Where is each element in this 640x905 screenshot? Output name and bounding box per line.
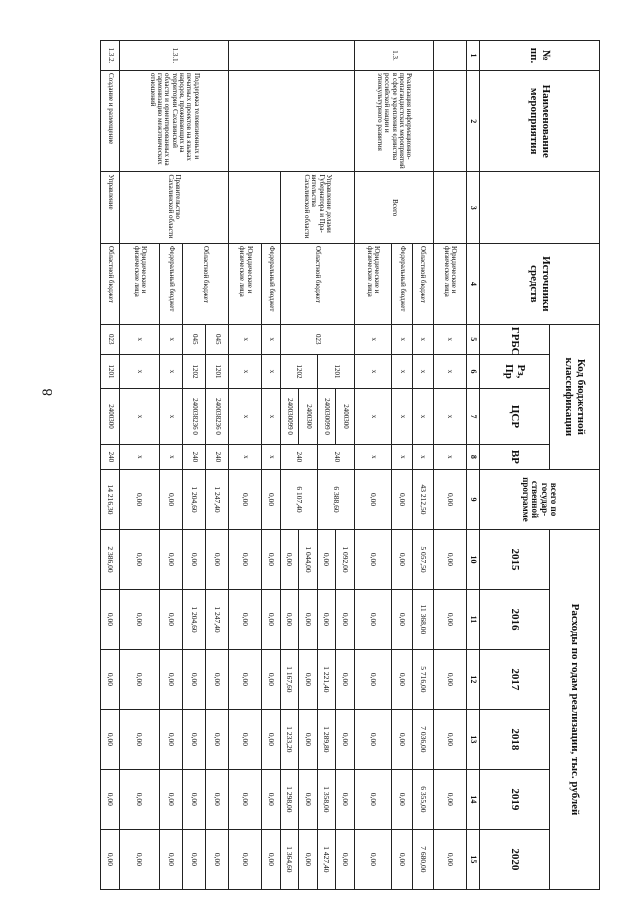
cell-vr: 240 — [280, 444, 317, 469]
cell-value: 0,00 — [391, 649, 412, 709]
cell-csr: 2400300 — [101, 389, 120, 444]
cell-value: 0,00 — [336, 829, 355, 889]
col-number: 1 — [466, 41, 479, 71]
col-number: 2 — [466, 70, 479, 172]
cell-value: 0,00 — [280, 589, 299, 649]
cell-value: 0,00 — [206, 769, 229, 829]
cell-executor: Управление — [101, 172, 120, 244]
cell-value: 1 364,60 — [280, 829, 299, 889]
cell-rzpr: 1202 — [280, 354, 317, 389]
header-year: 2016 — [479, 589, 549, 649]
col-number: 7 — [466, 389, 479, 444]
cell-value: 0,00 — [119, 769, 160, 829]
col-number: 5 — [466, 324, 479, 354]
col-number: 13 — [466, 709, 479, 769]
cell-value: 11 368,00 — [412, 589, 433, 649]
cell-value: 0,00 — [262, 769, 281, 829]
cell-value: 0,00 — [101, 649, 120, 709]
cell-csr: 2400300 — [336, 389, 355, 444]
col-number: 10 — [466, 530, 479, 590]
cell-value: 0,00 — [160, 589, 183, 649]
cell-csr: 240030099 0 — [280, 389, 299, 444]
cell-grbs: х — [391, 324, 412, 354]
cell-total: 0,00 — [160, 470, 183, 530]
header-executor — [479, 172, 599, 244]
cell-value: 0,00 — [262, 589, 281, 649]
cell-total: 0,00 — [391, 470, 412, 530]
cell-value: 1 044,00 — [299, 530, 318, 590]
cell-value: 0,00 — [317, 530, 336, 590]
cell-value: 0,00 — [183, 769, 206, 829]
cell-csr: х — [119, 389, 160, 444]
cell-value: 0,00 — [280, 530, 299, 590]
header-name: Наименование мероприятия — [479, 70, 599, 172]
rotated-table-container — [100, 40, 600, 890]
col-number: 11 — [466, 589, 479, 649]
cell-value: 0,00 — [354, 649, 391, 709]
cell-value: 0,00 — [299, 769, 318, 829]
cell-grbs: 023 — [101, 324, 120, 354]
cell-vr: х — [229, 444, 262, 469]
cell-no: 1.3.2. — [101, 41, 120, 71]
cell-no — [433, 41, 466, 71]
cell-value: 0,00 — [206, 709, 229, 769]
cell-value: 0,00 — [336, 649, 355, 709]
cell-value: 0,00 — [119, 649, 160, 709]
cell-value: 0,00 — [206, 649, 229, 709]
cell-value: 0,00 — [101, 709, 120, 769]
header-rzpr: Рз, Пр — [479, 354, 549, 389]
cell-grbs: х — [119, 324, 160, 354]
cell-source: Областной бюджет — [412, 243, 433, 324]
cell-total: 1 247,40 — [206, 470, 229, 530]
cell-value: 1 167,60 — [280, 649, 299, 709]
cell-executor: Правительство Сахалинской области — [119, 172, 229, 244]
cell-no — [229, 41, 355, 71]
cell-value: 0,00 — [354, 530, 391, 590]
cell-value: 1 289,80 — [317, 709, 336, 769]
cell-csr: 2400300 — [299, 389, 318, 444]
cell-value: 1 221,40 — [317, 649, 336, 709]
cell-value: 0,00 — [391, 709, 412, 769]
cell-grbs: х — [412, 324, 433, 354]
page-number: 8 — [40, 388, 56, 396]
header-year: 2017 — [479, 649, 549, 709]
cell-value: 0,00 — [391, 769, 412, 829]
cell-name: Поддержка телевизионных и печатных проектов на языках народов, проживающих на территории Сахалинской области и ориентированных на гармонизацию межэтнических отношений — [119, 70, 229, 172]
cell-source: Федеральный бюджет — [160, 243, 183, 324]
cell-vr: 240 — [317, 444, 354, 469]
cell-vr: х — [433, 444, 466, 469]
cell-grbs: х — [433, 324, 466, 354]
cell-value: 0,00 — [160, 829, 183, 889]
table-row — [412, 41, 433, 890]
cell-grbs: х — [160, 324, 183, 354]
cell-total: 0,00 — [119, 470, 160, 530]
cell-source: Федеральный бюджет — [262, 243, 281, 324]
header-no: № пп. — [479, 41, 599, 71]
header-sources: Источники средств — [479, 243, 599, 324]
cell-grbs: 045 — [206, 324, 229, 354]
cell-value: 5 716,00 — [412, 649, 433, 709]
cell-grbs: 045 — [183, 324, 206, 354]
cell-no: 1.3. — [354, 41, 433, 71]
col-number: 8 — [466, 444, 479, 469]
cell-grbs: х — [262, 324, 281, 354]
col-number: 3 — [466, 172, 479, 244]
cell-name — [433, 70, 466, 172]
col-number: 6 — [466, 354, 479, 389]
cell-name — [229, 70, 355, 172]
cell-csr: 240038236 0 — [206, 389, 229, 444]
cell-value: 0,00 — [160, 709, 183, 769]
cell-value: 0,00 — [229, 589, 262, 649]
cell-value: 0,00 — [299, 649, 318, 709]
cell-executor — [229, 172, 280, 244]
header-kbk: Код бюджетной классификации — [549, 324, 599, 469]
header-total: всего по государственной программе — [479, 470, 599, 530]
cell-total: 0,00 — [433, 470, 466, 530]
cell-rzpr: 1201 — [206, 354, 229, 389]
cell-rzpr: х — [354, 354, 391, 389]
cell-rzpr: 1202 — [183, 354, 206, 389]
cell-value: 0,00 — [229, 769, 262, 829]
cell-vr: 240 — [206, 444, 229, 469]
cell-value: 0,00 — [433, 829, 466, 889]
cell-value: 0,00 — [206, 829, 229, 889]
cell-rzpr: х — [119, 354, 160, 389]
cell-total: 6 107,40 — [280, 470, 317, 530]
cell-value: 0,00 — [433, 589, 466, 649]
cell-value: 0,00 — [119, 709, 160, 769]
cell-value: 0,00 — [433, 769, 466, 829]
cell-vr: 240 — [101, 444, 120, 469]
header-vr: ВР — [479, 444, 549, 469]
cell-value: 0,00 — [433, 709, 466, 769]
cell-source: Областной бюджет — [280, 243, 354, 324]
cell-value: 0,00 — [299, 829, 318, 889]
cell-value: 0,00 — [101, 589, 120, 649]
cell-csr: х — [160, 389, 183, 444]
cell-total: 0,00 — [229, 470, 262, 530]
cell-vr: х — [119, 444, 160, 469]
cell-value: 0,00 — [101, 829, 120, 889]
cell-value: 0,00 — [317, 589, 336, 649]
col-number: 14 — [466, 769, 479, 829]
cell-grbs: х — [354, 324, 391, 354]
cell-value: 7 036,00 — [412, 709, 433, 769]
cell-vr: х — [412, 444, 433, 469]
column-numbers-row — [466, 41, 479, 890]
cell-executor — [433, 172, 466, 244]
col-number: 4 — [466, 243, 479, 324]
header-csr: ЦСР — [479, 389, 549, 444]
cell-value: 0,00 — [183, 530, 206, 590]
cell-csr: х — [412, 389, 433, 444]
cell-rzpr: х — [160, 354, 183, 389]
cell-value: 0,00 — [433, 649, 466, 709]
header-year: 2019 — [479, 769, 549, 829]
cell-value: 1 358,00 — [317, 769, 336, 829]
cell-value: 0,00 — [336, 769, 355, 829]
col-number: 12 — [466, 649, 479, 709]
budget-table — [100, 40, 600, 890]
cell-value: 0,00 — [206, 530, 229, 590]
cell-value: 0,00 — [391, 530, 412, 590]
cell-value: 0,00 — [183, 649, 206, 709]
cell-value: 0,00 — [229, 709, 262, 769]
cell-value: 7 680,00 — [412, 829, 433, 889]
cell-source: Юридические и физические лица — [354, 243, 391, 324]
cell-no: 1.3.1. — [119, 41, 229, 71]
cell-value: 0,00 — [262, 829, 281, 889]
table-row — [433, 41, 466, 890]
cell-source: Федеральный бюджет — [391, 243, 412, 324]
cell-total: 43 212,50 — [412, 470, 433, 530]
cell-value: 0,00 — [354, 589, 391, 649]
header-grbs: ГРБС — [479, 324, 549, 354]
cell-csr: х — [433, 389, 466, 444]
cell-value: 0,00 — [336, 709, 355, 769]
cell-source: Юридические и физические лица — [229, 243, 262, 324]
header-year: 2018 — [479, 709, 549, 769]
cell-vr: х — [391, 444, 412, 469]
cell-value: 1 427,40 — [317, 829, 336, 889]
cell-rzpr: х — [229, 354, 262, 389]
cell-rzpr: х — [412, 354, 433, 389]
cell-value: 0,00 — [433, 530, 466, 590]
cell-value: 2 386,00 — [101, 530, 120, 590]
cell-value: 0,00 — [119, 530, 160, 590]
header-year: 2015 — [479, 530, 549, 590]
cell-value: 0,00 — [160, 530, 183, 590]
cell-value: 0,00 — [354, 829, 391, 889]
cell-total: 14 216,30 — [101, 470, 120, 530]
cell-value: 0,00 — [160, 769, 183, 829]
cell-source: Областной бюджет — [101, 243, 120, 324]
cell-name: Создание и размещение — [101, 70, 120, 172]
cell-csr: х — [354, 389, 391, 444]
cell-rzpr: х — [262, 354, 281, 389]
cell-rzpr: 1201 — [317, 354, 354, 389]
cell-value: 0,00 — [229, 649, 262, 709]
cell-source: Областной бюджет — [183, 243, 229, 324]
cell-value: 1 233,20 — [280, 709, 299, 769]
cell-value: 0,00 — [262, 530, 281, 590]
cell-csr: х — [262, 389, 281, 444]
table-row — [206, 41, 229, 890]
cell-value: 0,00 — [119, 589, 160, 649]
cell-value: 0,00 — [354, 769, 391, 829]
cell-value: 1 204,60 — [183, 589, 206, 649]
cell-total: 6 388,60 — [317, 470, 354, 530]
col-number: 9 — [466, 470, 479, 530]
cell-value: 0,00 — [262, 649, 281, 709]
col-number: 15 — [466, 829, 479, 889]
cell-value: 0,00 — [336, 589, 355, 649]
cell-value: 0,00 — [391, 589, 412, 649]
cell-value: 1 298,00 — [280, 769, 299, 829]
cell-total: 0,00 — [262, 470, 281, 530]
cell-vr: 240 — [183, 444, 206, 469]
table-row — [336, 41, 355, 890]
cell-source: Юридические и физические лица — [119, 243, 160, 324]
cell-value: 0,00 — [183, 829, 206, 889]
cell-value: 1 247,40 — [206, 589, 229, 649]
cell-executor: Всего — [354, 172, 433, 244]
cell-value: 5 057,50 — [412, 530, 433, 590]
cell-value: 0,00 — [229, 829, 262, 889]
cell-csr: 240030099 0 — [317, 389, 336, 444]
cell-vr: х — [160, 444, 183, 469]
cell-vr: х — [262, 444, 281, 469]
cell-value: 0,00 — [354, 709, 391, 769]
cell-grbs: 023 — [280, 324, 354, 354]
cell-name: Реализация информационно-пропагандистских мероприятий в сфере укрепления единства российской нации и этнокультурного развития — [354, 70, 433, 172]
cell-grbs: х — [229, 324, 262, 354]
cell-vr: х — [354, 444, 391, 469]
cell-csr: х — [391, 389, 412, 444]
cell-total: 0,00 — [354, 470, 391, 530]
cell-value: 6 355,00 — [412, 769, 433, 829]
cell-source: Юридические и физические лица — [433, 243, 466, 324]
cell-value: 0,00 — [299, 709, 318, 769]
cell-value: 0,00 — [262, 709, 281, 769]
cell-rzpr: х — [433, 354, 466, 389]
cell-value: 0,00 — [229, 530, 262, 590]
cell-csr: 240038236 0 — [183, 389, 206, 444]
cell-value: 0,00 — [160, 649, 183, 709]
cell-value: 1 092,00 — [336, 530, 355, 590]
cell-value: 0,00 — [101, 769, 120, 829]
cell-csr: х — [229, 389, 262, 444]
table-row — [101, 41, 120, 890]
cell-value: 0,00 — [119, 829, 160, 889]
header-year: 2020 — [479, 829, 549, 889]
cell-value: 0,00 — [183, 709, 206, 769]
header-expenses: Расходы по годам реализации, тыс. рублей — [549, 530, 599, 890]
cell-executor: Управление делами Губернатора и Правительства Сахалинской области — [280, 172, 354, 244]
cell-value: 0,00 — [391, 829, 412, 889]
cell-value: 0,00 — [299, 589, 318, 649]
cell-total: 1 204,60 — [183, 470, 206, 530]
cell-rzpr: 1201 — [101, 354, 120, 389]
cell-rzpr: х — [391, 354, 412, 389]
